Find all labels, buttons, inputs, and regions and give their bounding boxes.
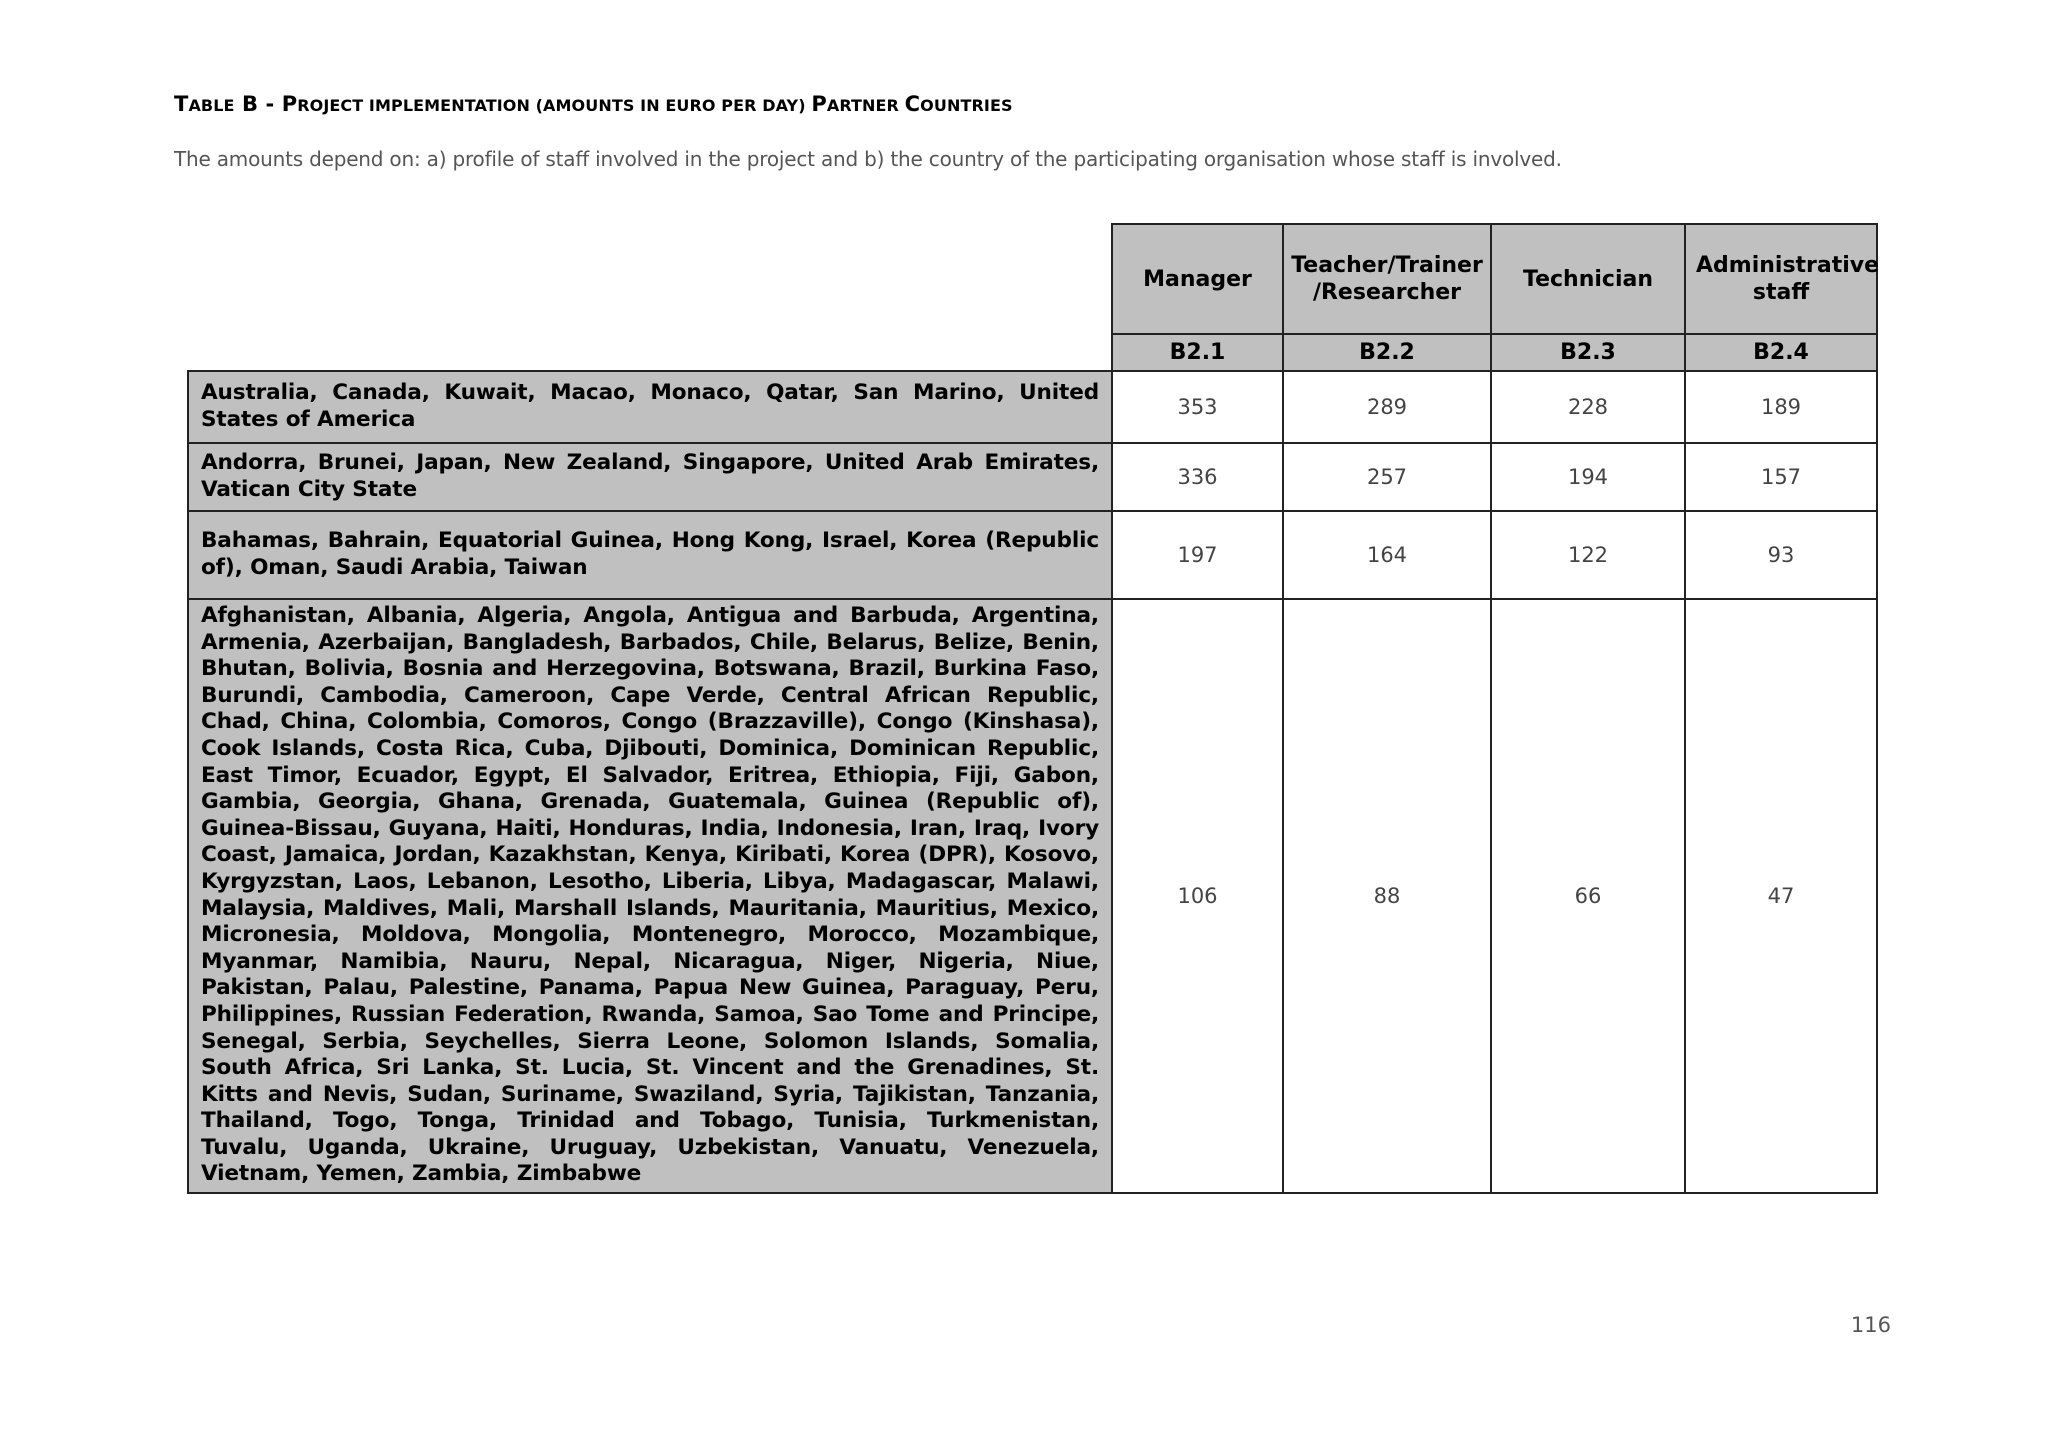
empty-code-cell xyxy=(188,334,1112,371)
intro-text: The amounts depend on: a) profile of staff involved in the project and b) the country of the participating organisation whose staff is involved. xyxy=(174,147,1562,171)
rates-table xyxy=(187,223,1878,1194)
code-row xyxy=(188,334,1877,371)
country-group-cell: Afghanistan, Albania, Algeria, Angola, Antigua and Barbuda, Argentina, Armenia, Azerbaijan, Bangladesh, Barbados, Chile, Belarus, Belize, Benin, Bhutan, Bolivia, Bosnia and Herzegovina, Botswana, Brazil, Burkina Faso, Burundi, Cambodia, Cameroon, Cape Verde, Central African Republic, Chad, China, Colombia, Comoros, Congo (Brazzaville), Congo (Kinshasa), Cook Islands, Costa Rica, Cuba, Djibouti, Dominica, Dominican Republic, East Timor, Ecuador, Egypt, El Salvador, Eritrea, Ethiopia, Fiji, Gabon, Gambia, Georgia, Ghana, Grenada, Guatemala, Guinea (Republic of), Guinea-Bissau, Guyana, Haiti, Honduras, India, Indonesia, Iran, Iraq, Ivory Coast, Jamaica, Jordan, Kazakhstan, Kenya, Kiribati, Korea (DPR), Kosovo, Kyrgyzstan, Laos, Lebanon, Lesotho, Liberia, Libya, Madagascar, Malawi, Malaysia, Maldives, Mali, Marshall Islands, Mauritania, Mauritius, Mexico, Micronesia, Moldova, Mongolia, Montenegro, Morocco, Mozambique, Myanmar, Namibia, Nauru, Nepal, Nicaragua, Niger, Nigeria, Niue, Pakistan, Palau, Palestine, Panama, Papua New Guinea, Paraguay, Peru, Philippines, Russian Federation, Rwanda, Samoa, Sao Tome and Principe, Senegal, Serbia, Seychelles, Sierra Leone, Solomon Islands, Somalia, South Africa, Sri Lanka, St. Lucia, St. Vincent and the Grenadines, St. Kitts and Nevis, Sudan, Suriname, Swaziland, Syria, Tajikistan, Tanzania, Thailand, Togo, Tonga, Trinidad and Tobago, Tunisia, Turkmenistan, Tuvalu, Uganda, Ukraine, Uruguay, Uzbekistan, Vanuatu, Venezuela, Vietnam, Yemen, Zambia, Zimbabwe xyxy=(188,599,1112,1193)
header-administrative-staff: Administrative staff xyxy=(1685,224,1877,334)
table-title: TABLE B - PROJECT IMPLEMENTATION (AMOUNTS IN EURO PER DAY) PARTNER COUNTRIES xyxy=(174,92,1013,116)
amount-cell: 164 xyxy=(1283,511,1491,599)
empty-corner-cell xyxy=(188,224,1112,334)
country-group-cell: Andorra, Brunei, Japan, New Zealand, Singapore, United Arab Emirates, Vatican City State xyxy=(188,443,1112,511)
amount-cell: 289 xyxy=(1283,371,1491,443)
code-b2-1: B2.1 xyxy=(1112,334,1283,371)
page-number: 116 xyxy=(1850,1313,1891,1337)
table-row xyxy=(188,371,1877,443)
amount-cell: 336 xyxy=(1112,443,1283,511)
amount-cell: 47 xyxy=(1685,599,1877,1193)
amount-cell: 157 xyxy=(1685,443,1877,511)
header-teacher-trainer-researcher: Teacher/Trainer /Researcher xyxy=(1283,224,1491,334)
table-row xyxy=(188,599,1877,1193)
country-group-cell: Bahamas, Bahrain, Equatorial Guinea, Hong Kong, Israel, Korea (Republic of), Oman, Saudi Arabia, Taiwan xyxy=(188,511,1112,599)
amount-cell: 228 xyxy=(1491,371,1685,443)
amount-cell: 197 xyxy=(1112,511,1283,599)
amount-cell: 353 xyxy=(1112,371,1283,443)
amount-cell: 66 xyxy=(1491,599,1685,1193)
amount-cell: 93 xyxy=(1685,511,1877,599)
header-manager: Manager xyxy=(1112,224,1283,334)
amount-cell: 194 xyxy=(1491,443,1685,511)
table-row xyxy=(188,511,1877,599)
code-b2-2: B2.2 xyxy=(1283,334,1491,371)
amount-cell: 122 xyxy=(1491,511,1685,599)
amount-cell: 189 xyxy=(1685,371,1877,443)
amount-cell: 257 xyxy=(1283,443,1491,511)
header-technician: Technician xyxy=(1491,224,1685,334)
code-b2-4: B2.4 xyxy=(1685,334,1877,371)
amount-cell: 88 xyxy=(1283,599,1491,1193)
code-b2-3: B2.3 xyxy=(1491,334,1685,371)
table-row xyxy=(188,443,1877,511)
header-row xyxy=(188,224,1877,334)
country-group-cell: Australia, Canada, Kuwait, Macao, Monaco, Qatar, San Marino, United States of America xyxy=(188,371,1112,443)
amount-cell: 106 xyxy=(1112,599,1283,1193)
